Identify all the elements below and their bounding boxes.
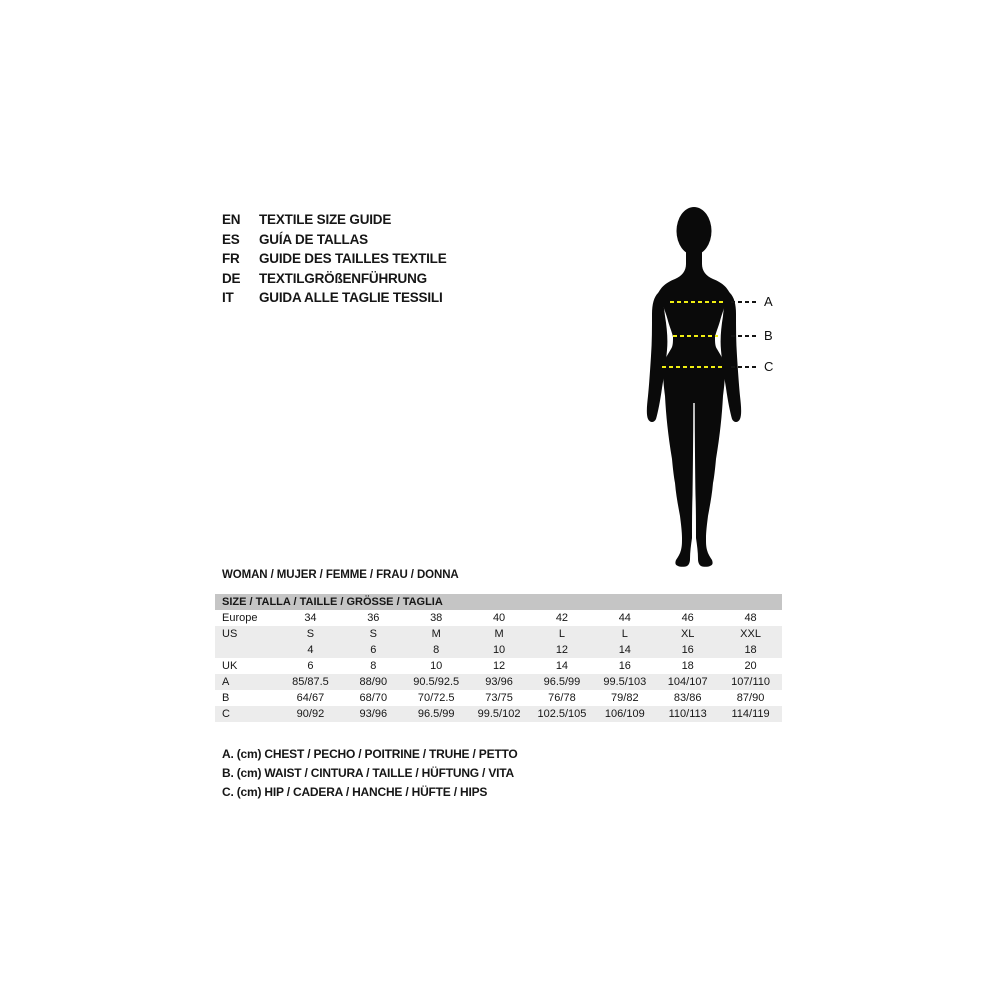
table-row — [215, 658, 782, 674]
table-cell: 40 — [492, 612, 506, 624]
table-cell: 34 — [304, 612, 317, 624]
table-cell: 18 — [681, 660, 694, 672]
table-cell: 68/70 — [359, 692, 388, 704]
table-cell: 6 — [370, 644, 377, 656]
table-cell: 96.5/99 — [417, 708, 455, 720]
table-cell: 14 — [618, 644, 631, 656]
table-cell: 79/82 — [611, 692, 639, 704]
table-row — [215, 690, 782, 706]
language-row — [222, 269, 447, 289]
table-cell: 106/109 — [604, 708, 645, 720]
row-label: Europe — [222, 612, 258, 624]
silhouette-left-arm — [647, 292, 668, 422]
table-cell: 4 — [307, 644, 314, 656]
language-title: TEXTILE SIZE GUIDE — [259, 212, 392, 228]
language-title: TEXTILGRÖßENFÜHRUNG — [259, 270, 427, 286]
language-row — [222, 230, 447, 250]
table-cell: 99.5/102 — [477, 708, 521, 720]
row-label: A — [222, 676, 230, 688]
row-label: UK — [222, 660, 238, 672]
table-cell: 18 — [744, 644, 757, 656]
table-cell: 76/78 — [548, 692, 576, 704]
table-cell: 20 — [744, 660, 757, 672]
legend-line: B. (cm) WAIST / CINTURA / TAILLE / HÜFTUNG / VITA — [222, 766, 514, 780]
hip-measure-line — [662, 366, 724, 368]
table-cell: 6 — [307, 660, 314, 672]
table-cell: 10 — [430, 660, 443, 672]
waist-measure-line — [673, 335, 718, 337]
table-cell: 48 — [744, 612, 757, 624]
table-cell: L — [558, 628, 565, 640]
table-cell: 16 — [618, 660, 631, 672]
table-cell: 73/75 — [485, 692, 513, 704]
measurement-legend — [222, 745, 518, 802]
table-cell: 8 — [433, 644, 440, 656]
table-cell: 85/87.5 — [292, 676, 329, 688]
table-cell: 88/90 — [359, 676, 388, 688]
chest-measure-line — [670, 301, 723, 303]
language-code: EN — [222, 212, 241, 228]
table-row — [215, 674, 782, 690]
language-title: GUIDA ALLE TAGLIE TESSILI — [259, 290, 443, 306]
table-cell: 104/107 — [667, 676, 708, 688]
table-cell: 46 — [681, 612, 694, 624]
table-cell: 110/113 — [668, 708, 707, 720]
size-table-header: SIZE / TALLA / TAILLE / GRÖSSE / TAGLIA — [215, 594, 782, 610]
table-cell: 114/119 — [731, 708, 770, 720]
table-cell: S — [369, 628, 377, 640]
row-label — [215, 642, 279, 658]
table-cell: M — [431, 628, 441, 640]
hip-label: C — [764, 359, 774, 374]
language-code: IT — [222, 290, 234, 306]
table-cell: 90.5/92.5 — [413, 676, 460, 688]
table-cell: M — [494, 628, 504, 640]
table-cell: 83/86 — [673, 692, 702, 704]
table-cell: 10 — [492, 644, 506, 656]
language-row — [222, 249, 447, 269]
row-label: US — [222, 628, 238, 640]
size-table-rows — [215, 610, 782, 722]
table-cell: S — [306, 628, 315, 640]
hip-leader-line — [731, 366, 758, 368]
waist-leader-line — [731, 335, 758, 337]
silhouette-body — [657, 240, 731, 567]
row-label: C — [222, 708, 230, 720]
language-row — [222, 288, 447, 308]
table-cell: 99.5/103 — [603, 676, 647, 688]
table-cell: 16 — [681, 644, 694, 656]
chest-leader-line — [731, 301, 758, 303]
table-cell: 36 — [367, 612, 380, 624]
table-cell: 38 — [430, 612, 443, 624]
table-cell: L — [621, 628, 628, 640]
legend-line: A. (cm) CHEST / PECHO / POITRINE / TRUHE / PETTO — [222, 747, 518, 761]
table-row — [215, 706, 782, 722]
table-cell: 70/72.5 — [417, 692, 455, 704]
language-title: GUIDE DES TAILLES TEXTILE — [259, 251, 447, 267]
legend-line: C. (cm) HIP / CADERA / HANCHE / HÜFTE / HIPS — [222, 785, 488, 799]
language-code: ES — [222, 231, 240, 247]
gender-title: WOMAN / MUJER / FEMME / FRAU / DONNA — [222, 569, 459, 581]
size-table — [215, 594, 782, 722]
language-code: DE — [222, 270, 241, 286]
chest-label: A — [764, 294, 773, 309]
row-label: B — [222, 692, 230, 704]
table-cell: 14 — [555, 660, 569, 672]
table-cell: 93/96 — [359, 708, 388, 720]
table-cell: 96.5/99 — [543, 676, 581, 688]
table-row — [215, 642, 782, 658]
language-title: GUÍA DE TALLAS — [259, 231, 368, 247]
language-code: FR — [222, 251, 240, 267]
table-cell: 44 — [618, 612, 631, 624]
woman-silhouette — [620, 190, 790, 575]
table-cell: 93/96 — [485, 676, 513, 688]
table-cell: 107/110 — [731, 676, 771, 688]
table-row — [215, 626, 782, 642]
table-cell: XL — [680, 628, 695, 640]
table-cell: XXL — [740, 628, 761, 640]
table-cell: 87/90 — [736, 692, 765, 704]
table-cell: 42 — [555, 612, 569, 624]
table-cell: 8 — [370, 660, 377, 672]
waist-label: B — [764, 328, 773, 343]
table-cell: 102.5/105 — [537, 708, 587, 720]
language-list — [222, 210, 447, 308]
table-cell: 64/67 — [296, 692, 325, 704]
table-cell: 12 — [555, 644, 569, 656]
table-cell: 90/92 — [296, 708, 325, 720]
silhouette-right-arm — [721, 292, 742, 422]
language-row — [222, 210, 447, 230]
table-cell: 12 — [492, 660, 506, 672]
table-row — [215, 610, 782, 626]
